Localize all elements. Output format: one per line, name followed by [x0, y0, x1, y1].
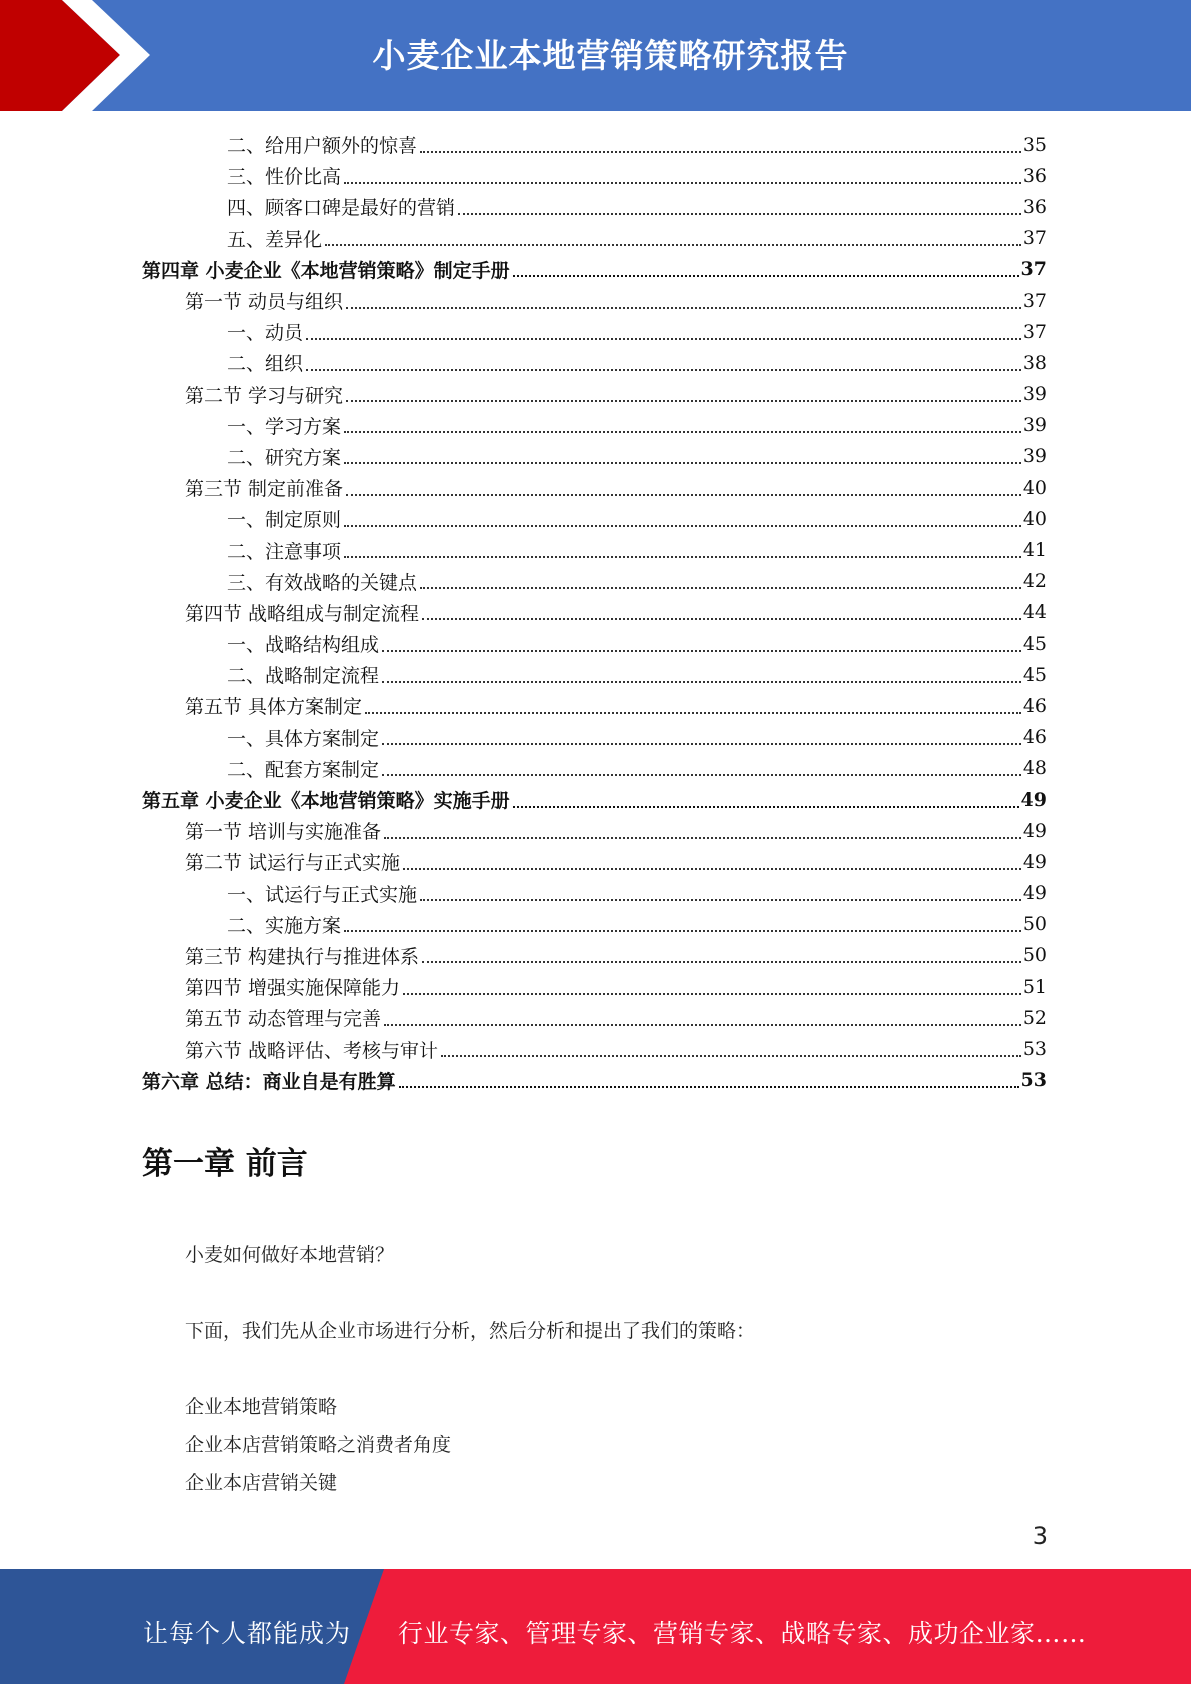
toc-entry[interactable] — [142, 316, 1047, 347]
toc-entry[interactable] — [142, 285, 1047, 316]
toc-entry-page: 39 — [1022, 383, 1047, 406]
body-paragraph: 小麦如何做好本地营销？ — [185, 1244, 395, 1266]
toc-dot-leader — [384, 837, 1021, 839]
toc-entry-title: 第四节 增强实施保障能力 — [185, 977, 401, 1000]
toc-entry-page: 49 — [1022, 819, 1047, 842]
toc-dot-leader — [344, 182, 1021, 184]
toc-entry[interactable] — [142, 254, 1047, 285]
report-title: 小麦企业本地营销策略研究报告 — [372, 36, 849, 75]
toc-entry-page: 37 — [1022, 320, 1047, 343]
toc-entry-page: 44 — [1022, 601, 1047, 624]
toc-dot-leader — [325, 244, 1021, 246]
toc-entry-page: 50 — [1022, 913, 1047, 936]
toc-dot-leader — [382, 743, 1021, 745]
toc-dot-leader — [420, 587, 1021, 589]
toc-entry-title: 一、动员 — [227, 322, 304, 345]
toc-entry-page: 46 — [1022, 726, 1047, 749]
toc-entry[interactable] — [142, 753, 1047, 784]
toc-entry-page: 53 — [1022, 1038, 1047, 1061]
body-paragraph: 企业本店营销策略之消费者角度 — [185, 1434, 452, 1456]
toc-entry-page: 52 — [1022, 1006, 1047, 1029]
toc-entry-page: 46 — [1022, 694, 1047, 717]
toc-entry-page: 39 — [1022, 445, 1047, 468]
toc-entry[interactable] — [142, 472, 1047, 503]
toc-entry-page: 40 — [1022, 476, 1047, 499]
toc-entry-title: 二、研究方案 — [227, 446, 342, 469]
toc-entry-title: 二、战略制定流程 — [227, 665, 380, 688]
toc-entry[interactable] — [142, 1065, 1047, 1096]
toc-entry-title: 第二节 学习与研究 — [185, 384, 344, 407]
toc-entry-page: 48 — [1022, 757, 1047, 780]
toc-dot-leader — [382, 681, 1021, 683]
toc-dot-leader — [344, 930, 1021, 932]
toc-entry-page: 37 — [1022, 227, 1047, 250]
toc-entry[interactable] — [142, 628, 1047, 659]
toc-entry[interactable] — [142, 1002, 1047, 1033]
toc-entry-title: 一、试运行与正式实施 — [227, 883, 418, 906]
toc-entry-title: 第三节 构建执行与推进体系 — [185, 945, 420, 968]
toc-dot-leader — [384, 1024, 1021, 1026]
toc-dot-leader — [346, 400, 1021, 402]
toc-entry-page: 37 — [1022, 289, 1047, 312]
footer-slogan-left: 让每个人都能成为 — [143, 1619, 352, 1648]
toc-entry[interactable] — [142, 940, 1047, 971]
toc-entry-title: 三、有效战略的关键点 — [227, 571, 418, 594]
toc-entry[interactable] — [142, 597, 1047, 628]
toc-entry-title: 一、具体方案制定 — [227, 727, 380, 750]
toc-entry-page: 40 — [1022, 507, 1047, 530]
toc-entry[interactable] — [142, 379, 1047, 410]
toc-entry[interactable] — [142, 347, 1047, 378]
chapter-title: 第一章 前言 — [142, 1146, 308, 1182]
body-paragraph: 下面，我们先从企业市场进行分析，然后分析和提出了我们的策略： — [185, 1320, 756, 1342]
toc-entry[interactable] — [142, 566, 1047, 597]
toc-entry-page: 50 — [1022, 944, 1047, 967]
toc-entry-page: 41 — [1022, 539, 1047, 562]
toc-entry-title: 第六节 战略评估、考核与审计 — [185, 1039, 439, 1062]
toc-dot-leader — [420, 899, 1021, 901]
toc-entry[interactable] — [142, 846, 1047, 877]
toc-dot-leader — [365, 712, 1021, 714]
toc-dot-leader — [513, 275, 1019, 277]
footer-slogan-right: 行业专家、管理专家、营销专家、战略专家、成功企业家…… — [398, 1619, 1087, 1648]
body-paragraph: 企业本地营销策略 — [185, 1396, 338, 1418]
toc-entry-page: 49 — [1022, 882, 1047, 905]
toc-entry[interactable] — [142, 909, 1047, 940]
toc-dot-leader — [422, 618, 1021, 620]
toc-entry[interactable] — [142, 503, 1047, 534]
toc-entry-title: 五、差异化 — [227, 228, 323, 251]
toc-entry-title: 一、学习方案 — [227, 415, 342, 438]
toc-entry-title: 二、组织 — [227, 353, 304, 376]
toc-entry-title: 二、给用户额外的惊喜 — [227, 135, 418, 158]
toc-entry[interactable] — [142, 1033, 1047, 1064]
toc-dot-leader — [382, 650, 1021, 652]
toc-dot-leader — [346, 307, 1021, 309]
toc-entry-page: 36 — [1022, 164, 1047, 187]
toc-dot-leader — [306, 369, 1021, 371]
toc-dot-leader — [403, 993, 1021, 995]
toc-entry-title: 一、战略结构组成 — [227, 634, 380, 657]
toc-entry[interactable] — [142, 690, 1047, 721]
toc-dot-leader — [399, 1086, 1019, 1088]
toc-entry-page: 49 — [1022, 850, 1047, 873]
toc-entry-page: 45 — [1022, 632, 1047, 655]
toc-entry-page: 37 — [1020, 258, 1047, 281]
toc-dot-leader — [344, 556, 1021, 558]
toc-entry[interactable] — [142, 410, 1047, 441]
toc-entry-title: 第五章 小麦企业《本地营销策略》实施手册 — [142, 790, 510, 813]
toc-entry[interactable] — [142, 971, 1047, 1002]
toc-entry[interactable] — [142, 441, 1047, 472]
toc-dot-leader — [458, 213, 1021, 215]
toc-dot-leader — [420, 151, 1021, 153]
toc-dot-leader — [403, 868, 1021, 870]
toc-entry-title: 第一节 培训与实施准备 — [185, 821, 382, 844]
toc-dot-leader — [344, 525, 1021, 527]
toc-entry-title: 第二节 试运行与正式实施 — [185, 852, 401, 875]
toc-entry-title: 第五节 具体方案制定 — [185, 696, 363, 719]
toc-entry-title: 第六章 总结：商业自是有胜算 — [142, 1070, 396, 1093]
toc-entry[interactable] — [142, 160, 1047, 191]
toc-entry-title: 二、实施方案 — [227, 914, 342, 937]
toc-dot-leader — [344, 462, 1021, 464]
toc-entry-title: 第四章 小麦企业《本地营销策略》制定手册 — [142, 259, 510, 282]
toc-entry-title: 三、性价比高 — [227, 166, 342, 189]
page-footer — [0, 1569, 1191, 1684]
toc-dot-leader — [422, 961, 1021, 963]
page-number: 3 — [1032, 1522, 1048, 1550]
toc-entry-page: 51 — [1022, 975, 1047, 998]
toc-entry[interactable] — [142, 722, 1047, 753]
toc-entry-title: 二、注意事项 — [227, 540, 342, 563]
toc-entry-title: 二、配套方案制定 — [227, 758, 380, 781]
toc-entry-title: 四、顾客口碑是最好的营销 — [227, 197, 456, 220]
toc-entry[interactable] — [142, 191, 1047, 222]
toc-entry-page: 36 — [1022, 195, 1047, 218]
toc-dot-leader — [441, 1055, 1021, 1057]
body-paragraph: 企业本店营销关键 — [185, 1472, 338, 1494]
toc-entry-title: 第四节 战略组成与制定流程 — [185, 602, 420, 625]
toc-entry-page: 53 — [1020, 1069, 1047, 1092]
toc-entry[interactable] — [142, 223, 1047, 254]
toc-entry-page: 35 — [1022, 133, 1047, 156]
toc-dot-leader — [346, 494, 1021, 496]
toc-dot-leader — [306, 338, 1021, 340]
toc-entry-title: 第一节 动员与组织 — [185, 291, 344, 314]
toc-entry-title: 一、制定原则 — [227, 509, 342, 532]
toc-entry[interactable] — [142, 784, 1047, 815]
toc-entry-page: 42 — [1022, 570, 1047, 593]
toc-entry[interactable] — [142, 815, 1047, 846]
toc-dot-leader — [344, 431, 1021, 433]
toc-dot-leader — [382, 774, 1021, 776]
toc-entry-page: 49 — [1020, 788, 1047, 811]
page-header — [0, 0, 1191, 111]
toc-entry[interactable] — [142, 534, 1047, 565]
toc-entry-title: 第三节 制定前准备 — [185, 478, 344, 501]
toc-entry-page: 39 — [1022, 414, 1047, 437]
toc-entry-page: 38 — [1022, 351, 1047, 374]
toc-entry-title: 第五节 动态管理与完善 — [185, 1008, 382, 1031]
toc-entry-page: 45 — [1022, 663, 1047, 686]
table-of-contents — [142, 129, 1047, 1096]
toc-entry[interactable] — [142, 878, 1047, 909]
toc-entry[interactable] — [142, 129, 1047, 160]
toc-dot-leader — [513, 806, 1019, 808]
toc-entry[interactable] — [142, 659, 1047, 690]
